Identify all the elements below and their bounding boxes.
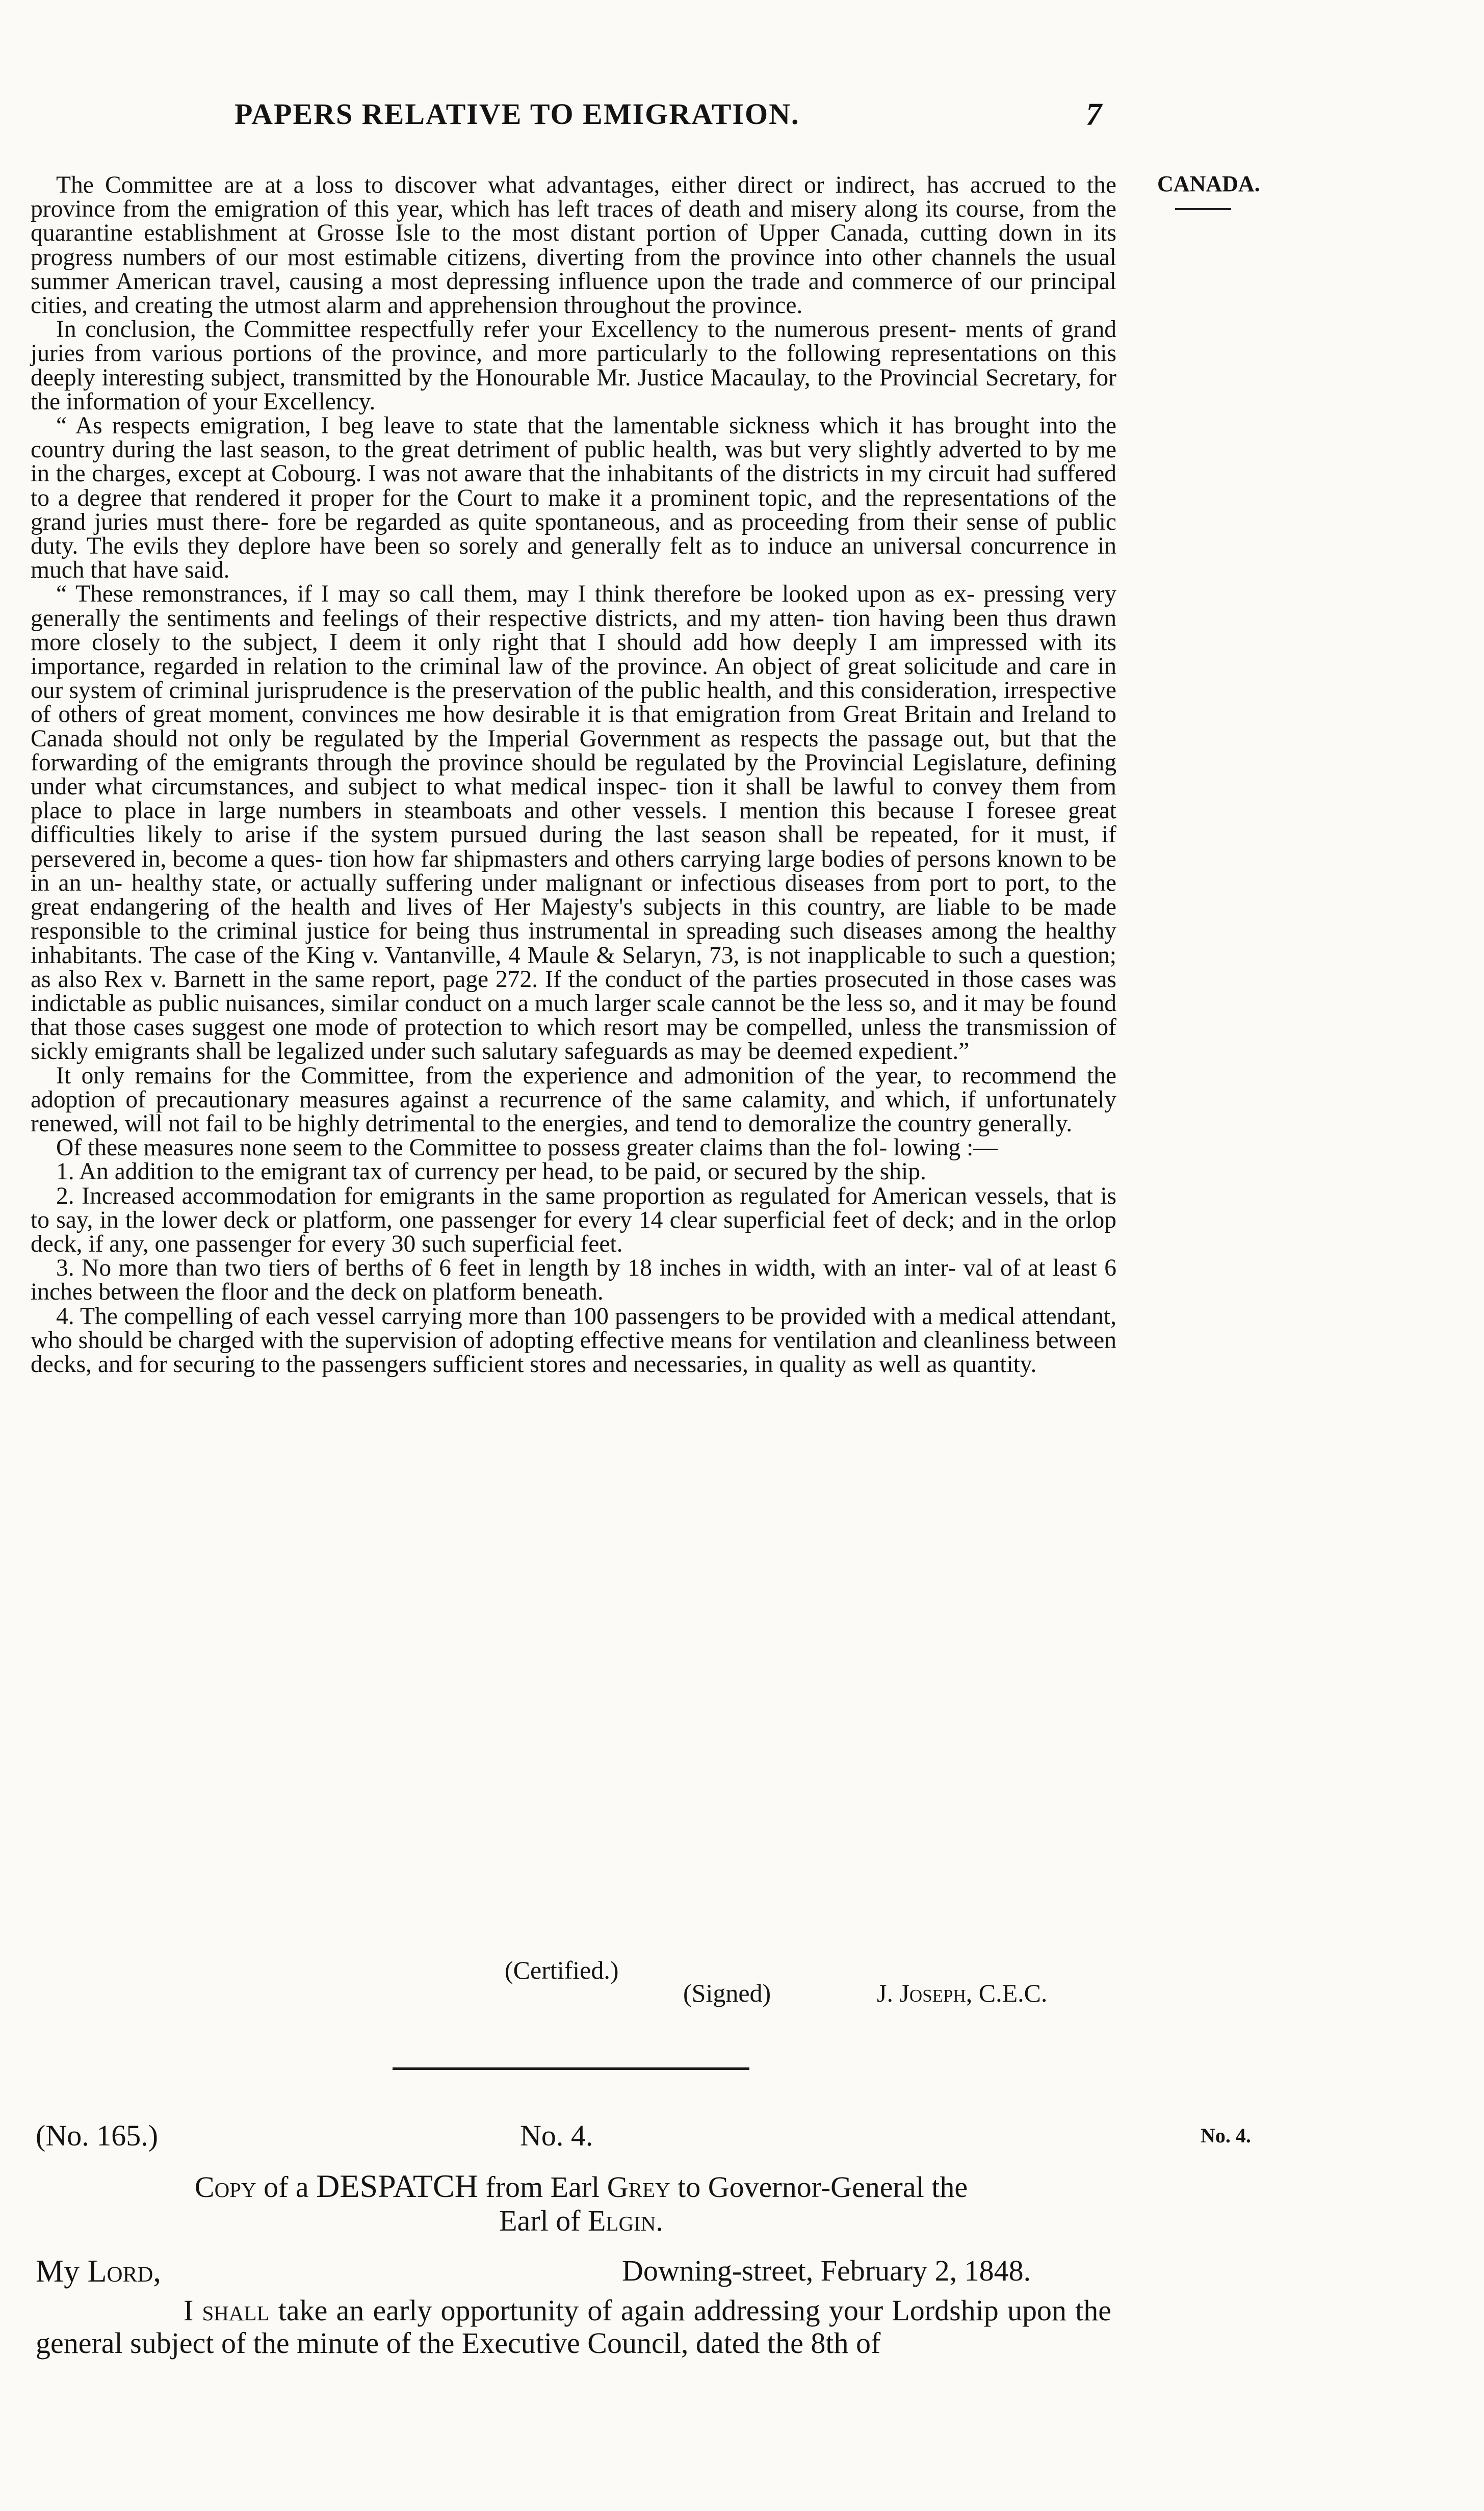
certified-label: (Certified.) (505, 1956, 619, 1984)
salutation (36, 2254, 161, 2290)
report-list-item: 3. No more than two tiers of berths of 6 feet in length by 18 inches in width, with an inter- val of at least 6 inches between the floor and the deck on platform beneath. (31, 1255, 1116, 1306)
page-number: 7 (1086, 97, 1102, 132)
title-copy: Copy (194, 2170, 256, 2204)
title-grey: Grey (607, 2170, 670, 2204)
signed-label: (Signed) (683, 1979, 771, 2007)
committee-report (31, 173, 1116, 1377)
title-to: to Governor-General the (670, 2170, 968, 2204)
report-paragraph: It only remains for the Committee, from the experience and admonition of the year, to recommend the adoption of precautionary measures against a recurrence of the same calamity, and which, if unfortunately renewed, will not fail to be highly detrimental to the energies, and tend to demoralize the country generally. (31, 1062, 1116, 1137)
report-paragraph: In conclusion, the Committee respectfully refer your Excellency to the numerous present- ments of grand juries from various portions of the province, and more particularly to the following representations on this deeply interesting subject, transmitted by the Honourable Mr. Justice Macaulay, to the Provincial Secretary, for the information of your Excellency. (31, 316, 1116, 415)
section-divider (393, 2067, 749, 2070)
margin-rule (1175, 208, 1231, 210)
report-paragraph: “ These remonstrances, if I may so call them, may I think therefore be looked upon as ex- pressing very generally the sentiments and feelings of their respective districts, and my atten- tion having been thus drawn more closely to the subject, I deem it only right that I should add how deeply I am impressed with its importance, regarded in relation to the criminal law of the province. An object of great solicitude and care in our system of criminal jurisprudence is the preservation of the public health, and this consideration, irrespective of others of great moment, convinces me how desirable it is that emigration from Great Britain and Ireland to Canada should not only be regulated by the Imperial Government as respects the passage out, but that the forwarding of the emigrants through the province should be regulated by the Provincial Legislature, defining under what circumstances, and subject to what medical inspec- tion it shall be lawful to convey them from place to place in large numbers in steamboats and other vessels. I mention this because I foresee great difficulties likely to arise if the system pursued during the last season shall be repeated, for it must, if persevered in, become a ques- tion how far shipmasters and others carrying large bodies of persons known to be in an un- healthy state, or actually suffering under malignant or infectious diseases from port to port, to the great endangering of the health and lives of Her Majesty's subjects in this country, are liable to be made responsible to the criminal justice for being thus instrumental in spreading such diseases among the healthy inhabitants. The case of the King v. Vantanville, 4 Maule & Selaryn, 73, is not inapplicable to such a question; as also Rex v. Barnett in the same report, page 272. If the conduct of the parties prosecuted in those cases was indictable as public nuisances, similar conduct on a much larger scale cannot be the less so, and it may be found that those cases suggest one mode of protection to which resort may be compelled, unless the transmission of sickly emigrants shall be legalized under such salutary safeguards as may be deemed expedient.” (31, 581, 1116, 1065)
margin-note-canada: CANADA. (1157, 171, 1260, 196)
despatch-reference: (No. 165.) (36, 2119, 159, 2152)
report-list-item: 4. The compelling of each vessel carrying more than 100 passengers to be provided with a medical attendant, who should be charged with the supervision of adopting effective means for ventilation and cleanliness between decks, and for securing to the passengers sufficient stores and necessaries, in quality as well as quantity. (31, 1303, 1116, 1378)
title-from: from Earl (478, 2170, 607, 2204)
signer-name: J. Joseph, C.E.C. (877, 1979, 1048, 2007)
report-paragraph: The Committee are at a loss to discover what advantages, either direct or indirect, has accrued to the province from the emigration of this year, which has left traces of death and misery along its course, from the quarantine establishment at Grosse Isle to the most distant portion of Upper Canada, cutting down in its progress numbers of our most estimable citizens, diverting from the province into other channels the usual summer American travel, causing a most depressing influence upon the trade and commerce of our principal cities, and creating the utmost alarm and apprehension throughout the province. (31, 172, 1116, 319)
title-of-a: of a (256, 2170, 317, 2204)
report-paragraph: Of these measures none seem to the Committee to possess greater claims than the fol- lowing :— (56, 1134, 998, 1161)
report-list-item: 1. An addition to the emigrant tax of currency per head, to be paid, or secured by the ship. (56, 1158, 926, 1185)
despatch-lead: I shall (184, 2294, 270, 2327)
margin-note-no4: No. 4. (1201, 2124, 1251, 2147)
salutation-lord: Lord (87, 2254, 153, 2289)
title-earl: Earl of (499, 2204, 588, 2237)
despatch-paragraph (36, 2294, 1111, 2360)
despatch-date: Downing-street, February 2, 1848. (622, 2254, 1031, 2287)
title-elgin: Elgin (588, 2204, 656, 2237)
despatch-text: take an early opportunity of again addressing your Lordship upon the general subject of the minute of the Executive Council, dated the 8th of (36, 2294, 1111, 2360)
running-title: PAPERS RELATIVE TO EMIGRATION. (235, 97, 800, 131)
page-header (0, 97, 1484, 138)
despatch-body (36, 2294, 1111, 2360)
title-despatch: DESPATCH (316, 2168, 478, 2204)
despatch-title (117, 2169, 1045, 2238)
report-paragraph: “ As respects emigration, I beg leave to state that the lamentable sickness which it has brought into the country during the last season, to the great detriment of public health, was but very slightly adverted to by me in the charges, except at Cobourg. I was not aware that the inhabitants of the districts in my circuit had suffered to a degree that rendered it proper for the Court to make it a prominent topic, and the representations of the grand juries must there- fore be regarded as quite spontaneous, and as proceeding from their sense of public duty. The evils they deplore have been so sorely and generally felt as to induce an universal concurrence in much that have said. (31, 412, 1116, 584)
despatch-number: No. 4. (520, 2119, 593, 2152)
title-end: . (656, 2204, 663, 2237)
salutation-my: My (36, 2254, 88, 2289)
salutation-end: , (153, 2254, 161, 2289)
report-list-item: 2. Increased accommodation for emigrants in the same proportion as regulated for American vessels, that is to say, in the lower deck or platform, one passenger for every 14 clear superficial feet of deck; and in the orlop deck, if any, one passenger for every 30 such superficial feet. (31, 1182, 1116, 1257)
